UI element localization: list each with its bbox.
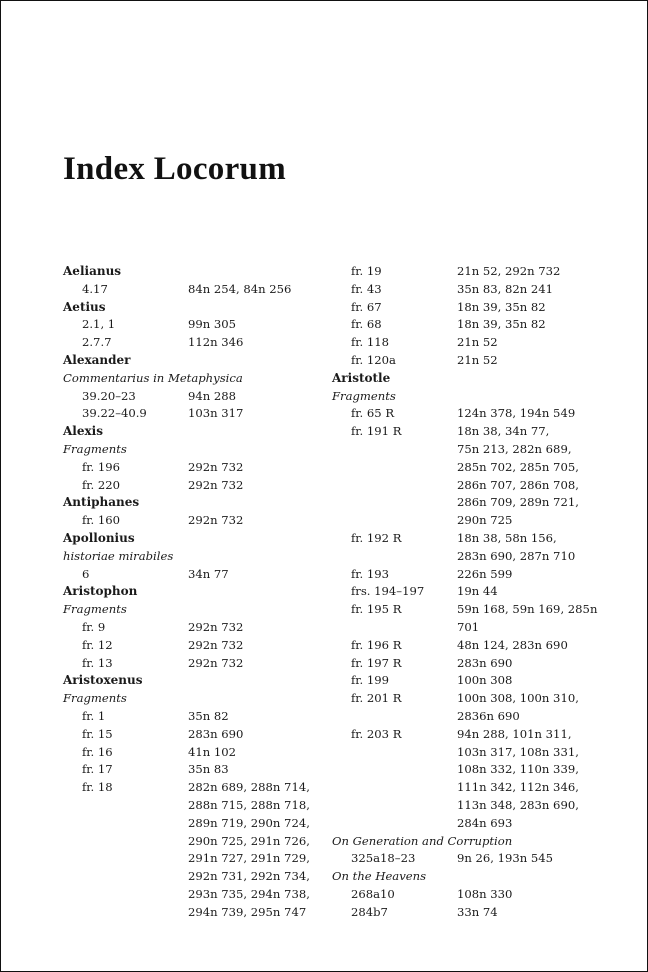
index-entry — [63, 744, 325, 762]
index-entry — [63, 512, 325, 530]
index-work-title: Fragments — [63, 441, 127, 456]
index-page-refs: 35n 83, 82n 241 — [457, 281, 554, 296]
index-column-right — [332, 263, 602, 921]
index-page-refs: 290n 725 — [457, 513, 513, 528]
index-entry — [63, 637, 325, 655]
index-page-refs: 111n 342, 112n 346, — [457, 780, 579, 795]
index-entry — [332, 708, 602, 726]
index-entry — [63, 388, 325, 406]
index-author-heading: Aelianus — [63, 264, 122, 278]
index-entry — [63, 761, 325, 779]
index-page-refs: 19n 44 — [457, 584, 498, 599]
index-page-refs: 292n 732 — [188, 513, 244, 528]
index-entry — [332, 672, 602, 690]
index-page-refs: 286n 707, 286n 708, — [457, 477, 579, 492]
index-page-refs: 284n 693 — [457, 815, 513, 830]
index-entry — [332, 690, 602, 708]
index-entry — [63, 904, 325, 922]
index-entry — [332, 886, 602, 904]
index-locus: fr. 1 — [82, 708, 106, 723]
index-page-refs: 288n 715, 288n 718, — [188, 797, 310, 812]
index-page-refs: 34n 77 — [188, 566, 229, 581]
index-page-refs: 113n 348, 283n 690, — [457, 797, 579, 812]
index-entry — [332, 459, 602, 477]
index-entry — [332, 281, 602, 299]
index-page-refs: 285n 702, 285n 705, — [457, 459, 579, 474]
index-work-title: historiae mirabiles — [63, 548, 174, 563]
index-page-refs: 100n 308, 100n 310, — [457, 691, 579, 706]
index-page-refs: 2836n 690 — [457, 708, 520, 723]
index-work-title: Fragments — [63, 691, 127, 706]
index-author-heading: Aetius — [63, 299, 106, 314]
index-entry — [332, 334, 602, 352]
index-author-heading: Aristoxenus — [63, 673, 143, 688]
index-page-refs: 292n 732 — [188, 655, 244, 670]
index-locus: 4.17 — [82, 281, 108, 296]
index-entry — [63, 868, 325, 886]
index-locus: 284b7 — [351, 904, 388, 919]
index-entry — [332, 637, 602, 655]
index-author-heading: Antiphanes — [63, 495, 140, 510]
index-locus: fr. 195 R — [351, 602, 402, 617]
index-locus: fr. 12 — [82, 637, 113, 652]
index-page-refs: 94n 288, 101n 311, — [457, 726, 572, 741]
index-page-refs: 226n 599 — [457, 566, 513, 581]
index-locus: fr. 160 — [82, 513, 121, 528]
index-entry — [332, 299, 602, 317]
index-entry — [332, 548, 602, 566]
index-entry — [332, 797, 602, 815]
index-locus: 6 — [82, 566, 90, 581]
index-entry — [332, 583, 602, 601]
index-locus: fr. 193 — [351, 566, 390, 581]
page-title: Index Locorum — [63, 151, 286, 187]
index-page-refs: 292n 732 — [188, 459, 244, 474]
index-locus: fr. 19 — [351, 264, 382, 278]
index-page-refs: 41n 102 — [188, 744, 237, 759]
index-work-title: On Generation and Corruption — [332, 833, 513, 848]
index-page-refs: 286n 709, 289n 721, — [457, 495, 579, 510]
index-entry — [332, 744, 602, 762]
index-entry — [332, 494, 602, 512]
index-page-refs: 59n 168, 59n 169, 285n — [457, 602, 598, 617]
index-page-refs: 290n 725, 291n 726, — [188, 833, 310, 848]
index-entry — [332, 405, 602, 423]
index-entry — [63, 281, 325, 299]
index-page-refs: 108n 332, 110n 339, — [457, 762, 579, 777]
index-page-refs: 124n 378, 194n 549 — [457, 406, 576, 421]
index-locus: fr. 9 — [82, 619, 106, 634]
index-locus: fr. 196 — [82, 459, 121, 474]
index-entry — [63, 477, 325, 495]
index-locus: fr. 191 R — [351, 424, 402, 439]
index-page-refs: 48n 124, 283n 690 — [457, 637, 568, 652]
index-page-refs: 112n 346 — [188, 335, 244, 350]
index-page-refs: 21n 52, 292n 732 — [457, 264, 561, 278]
index-page-refs: 21n 52 — [457, 352, 498, 367]
index-page-refs: 33n 74 — [457, 904, 498, 919]
index-locus: 2.7.7 — [82, 335, 112, 350]
index-entry — [63, 334, 325, 352]
index-entry — [332, 423, 602, 441]
index-page-refs: 108n 330 — [457, 886, 513, 901]
index-locus: fr. 67 — [351, 299, 382, 314]
index-author-heading: Alexis — [63, 424, 103, 439]
index-page-refs: 283n 690 — [188, 726, 244, 741]
index-entry — [332, 619, 602, 637]
index-page-refs: 35n 83 — [188, 762, 229, 777]
index-page-refs: 84n 254, 84n 256 — [188, 281, 292, 296]
index-locus: fr. 15 — [82, 726, 113, 741]
index-entry — [332, 352, 602, 370]
index-page-refs: 292n 732 — [188, 637, 244, 652]
index-page-refs: 100n 308 — [457, 673, 513, 688]
index-locus: fr. 16 — [82, 744, 113, 759]
index-entry — [332, 441, 602, 459]
index-entry — [332, 761, 602, 779]
index-author-heading: Alexander — [63, 352, 131, 367]
index-entry — [63, 405, 325, 423]
index-column-left — [63, 263, 325, 921]
index-entry — [332, 655, 602, 673]
index-page-refs: 292n 732 — [188, 477, 244, 492]
index-page-refs: 18n 39, 35n 82 — [457, 317, 546, 332]
index-entry — [332, 263, 602, 281]
index-locus: fr. 43 — [351, 281, 382, 296]
index-entry — [63, 726, 325, 744]
index-locus: fr. 197 R — [351, 655, 402, 670]
index-page-refs: 99n 305 — [188, 317, 237, 332]
index-entry — [63, 459, 325, 477]
index-entry — [332, 477, 602, 495]
index-locus: fr. 17 — [82, 762, 113, 777]
index-entry — [63, 779, 325, 797]
index-work-title: Fragments — [63, 602, 127, 617]
index-locus: 2.1, 1 — [82, 317, 116, 332]
index-page-refs: 75n 213, 282n 689, — [457, 441, 572, 456]
index-locus: 325a18–23 — [351, 851, 416, 866]
index-entry — [63, 797, 325, 815]
index-entry — [332, 726, 602, 744]
index-locus: fr. 18 — [82, 780, 113, 795]
index-entry — [63, 655, 325, 673]
index-locus: frs. 194–197 — [351, 584, 425, 599]
index-locus: fr. 120a — [351, 352, 396, 367]
index-entry — [63, 815, 325, 833]
index-entry — [332, 316, 602, 334]
index-locus: fr. 203 R — [351, 726, 402, 741]
index-page-refs: 293n 735, 294n 738, — [188, 886, 310, 901]
index-work-title: Commentarius in Metaphysica — [63, 370, 243, 385]
index-entry — [63, 619, 325, 637]
index-entry — [332, 779, 602, 797]
index-page-refs: 292n 732 — [188, 619, 244, 634]
index-page-refs: 18n 38, 58n 156, — [457, 530, 557, 545]
index-page-refs: 35n 82 — [188, 708, 229, 723]
index-locus: fr. 192 R — [351, 530, 402, 545]
index-entry — [63, 833, 325, 851]
index-entry — [63, 316, 325, 334]
index-entry — [332, 904, 602, 922]
index-page-refs: 701 — [457, 619, 480, 634]
index-locus: fr. 220 — [82, 477, 121, 492]
index-page-refs: 294n 739, 295n 747 — [188, 904, 307, 919]
index-locus: fr. 199 — [351, 673, 390, 688]
index-page-refs: 283n 690 — [457, 655, 513, 670]
index-page-refs: 103n 317, 108n 331, — [457, 744, 579, 759]
index-locus: fr. 118 — [351, 335, 390, 350]
index-entry — [332, 815, 602, 833]
index-entry — [63, 886, 325, 904]
index-page-refs: 94n 288 — [188, 388, 237, 403]
index-locus: fr. 68 — [351, 317, 382, 332]
index-page-refs: 291n 727, 291n 729, — [188, 851, 310, 866]
index-page-refs: 283n 690, 287n 710 — [457, 548, 576, 563]
index-locus: fr. 13 — [82, 655, 113, 670]
index-page-refs: 292n 731, 292n 734, — [188, 869, 310, 884]
index-page-refs: 18n 39, 35n 82 — [457, 299, 546, 314]
index-entry — [332, 512, 602, 530]
index-entry — [332, 530, 602, 548]
index-locus: fr. 196 R — [351, 637, 402, 652]
index-work-title: On the Heavens — [332, 869, 427, 884]
index-entry — [63, 850, 325, 868]
index-page-refs: 282n 689, 288n 714, — [188, 780, 310, 795]
index-locus: fr. 65 R — [351, 406, 395, 421]
index-author-heading: Aristotle — [332, 370, 391, 385]
index-page-refs: 103n 317 — [188, 406, 244, 421]
index-page-refs: 9n 26, 193n 545 — [457, 851, 554, 866]
index-locus: fr. 201 R — [351, 691, 402, 706]
index-locus: 268a10 — [351, 886, 395, 901]
index-entry — [332, 566, 602, 584]
index-author-heading: Aristophon — [63, 584, 138, 599]
index-work-title: Fragments — [332, 388, 396, 403]
index-entry — [63, 708, 325, 726]
index-author-heading: Apollonius — [63, 530, 135, 545]
index-page-refs: 18n 38, 34n 77, — [457, 424, 550, 439]
index-entry — [63, 566, 325, 584]
index-entry — [332, 850, 602, 868]
index-locus: 39.20–23 — [82, 388, 136, 403]
index-page-refs: 21n 52 — [457, 335, 498, 350]
index-locus: 39.22–40.9 — [82, 406, 147, 421]
index-page-refs: 289n 719, 290n 724, — [188, 815, 310, 830]
index-entry — [332, 601, 602, 619]
